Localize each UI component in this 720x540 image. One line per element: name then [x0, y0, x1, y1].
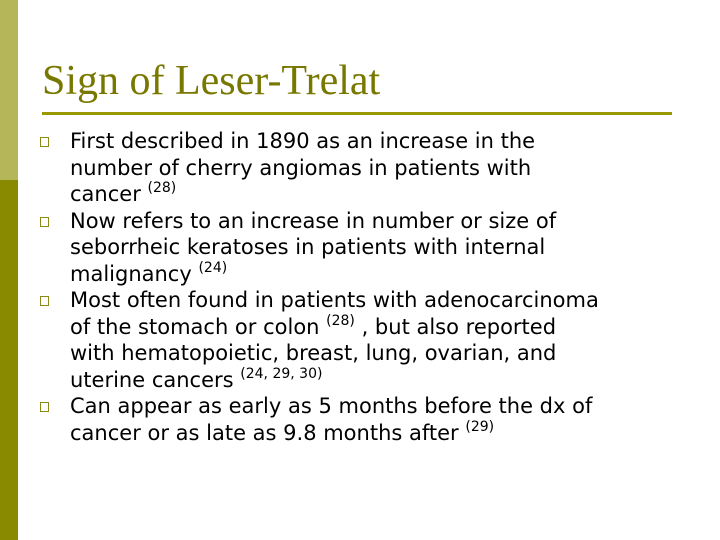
- bullet-line: [70, 287, 720, 314]
- bullet-item: [0, 208, 720, 288]
- bullet-line: [70, 208, 720, 235]
- bullet-line: [70, 314, 720, 341]
- bullet-item: [0, 128, 720, 208]
- bullet-text: malignancy: [70, 261, 199, 286]
- bullet-line: [70, 367, 720, 394]
- bullet-text: cancer or as late as 9.8 months after: [70, 420, 466, 445]
- bullet-text: of the stomach or colon: [70, 314, 327, 339]
- bullet-line: [70, 155, 720, 182]
- hollow-square-bullet-icon: [40, 296, 49, 306]
- bullet-line: [70, 181, 720, 208]
- bullet-line: [70, 420, 720, 447]
- bullet-line: [70, 234, 720, 261]
- bullet-text-continued: , but also reported: [354, 314, 557, 339]
- bullet-item: [0, 393, 720, 446]
- bullet-text: Can appear as early as 5 months before the dx of: [70, 394, 593, 418]
- title-underline: [42, 112, 672, 115]
- bullet-text: seborrheic keratoses in patients with internal: [70, 235, 546, 259]
- bullet-item: [0, 287, 720, 393]
- bullet-text: cancer: [70, 182, 148, 206]
- citation-reference: (29): [465, 418, 495, 435]
- slide-title: Sign of Leser-Trelat: [42, 58, 381, 104]
- bullet-list: [0, 128, 720, 446]
- bullet-text: First described in 1890 as an increase in the: [70, 129, 536, 153]
- bullet-text: uterine cancers: [70, 367, 241, 392]
- citation-reference: (24, 29, 30): [240, 365, 323, 382]
- bullet-line: [70, 340, 720, 367]
- citation-reference: (28): [326, 312, 355, 329]
- bullet-line: [70, 393, 720, 420]
- hollow-square-bullet-icon: [40, 217, 49, 227]
- bullet-line: [70, 261, 720, 288]
- hollow-square-bullet-icon: [40, 402, 49, 412]
- bullet-line: [70, 128, 720, 155]
- bullet-text: with hematopoietic, breast, lung, ovarian, and: [70, 341, 557, 365]
- hollow-square-bullet-icon: [40, 137, 49, 147]
- bullet-text: Most often found in patients with adenocarcinoma: [70, 288, 599, 312]
- citation-reference: (28): [147, 180, 177, 196]
- bullet-text: number of cherry angiomas in patients with: [70, 155, 532, 180]
- citation-reference: (24): [198, 259, 228, 276]
- bullet-text: Now refers to an increase in number or size of: [70, 208, 557, 233]
